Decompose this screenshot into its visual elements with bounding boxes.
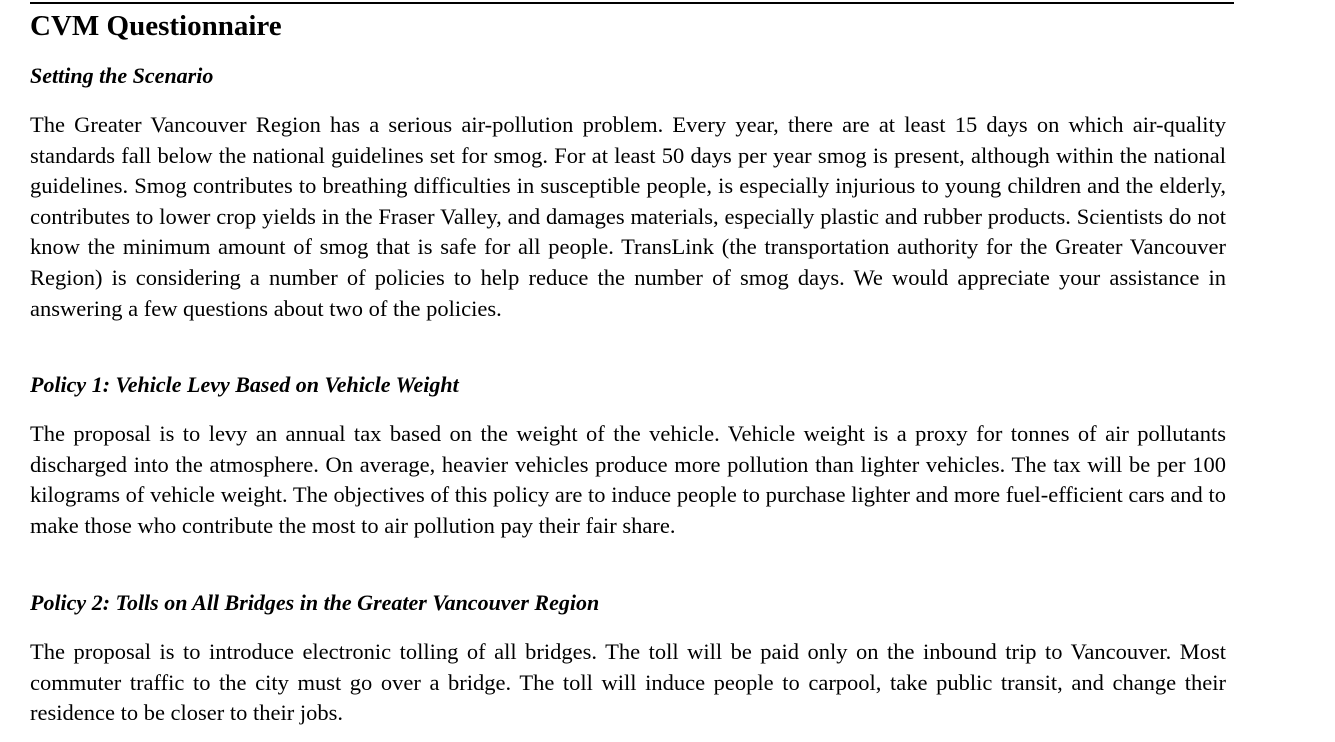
section-body-policy-1: The proposal is to levy an annual tax based on the weight of the vehicle. Vehicle weight is a proxy for tonnes of air pollutants discharged into the atmosphere. On average, heavier vehicles produce more pollution than lighter vehicles. The tax will be per 100 kilograms of vehicle weight. The objectives of this policy are to induce people to purchase lighter and more fuel-efficient cars and to make those who contribute the most to air pollution pay their fair share.: [30, 421, 1226, 538]
top-rule: [30, 2, 1234, 4]
document-title: CVM Questionnaire: [30, 10, 282, 42]
section-heading-scenario: Setting the Scenario: [30, 63, 214, 88]
section-body-policy-2: The proposal is to introduce electronic tolling of all bridges. The toll will be paid only on the inbound trip to Vancouver. Most commuter traffic to the city must go over a bridge. The toll will induce people to carpool, take public transit, and change their residence to be closer to their jobs.: [30, 639, 1226, 726]
section-body-scenario: The Greater Vancouver Region has a serious air-pollution problem. Every year, there are at least 15 days on which air-quality standards fall below the national guidelines set for smog. For at least 50 days per year smog is present, although within the national guidelines. Smog contributes to breathing difficulties in susceptible people, is especially injurious to young children and the elderly, contributes to lower crop yields in the Fraser Valley, and damages materials, especially plastic and rubber products. Scientists do not know the minimum amount of smog that is safe for all people. TransLink (the transportation authority for the Greater Vancouver Region) is considering a number of policies to help reduce the number of smog days. We would appreciate your assistance in answering a few questions about two of the policies.: [30, 112, 1226, 321]
section-heading-policy-1: Policy 1: Vehicle Levy Based on Vehicle Weight: [30, 372, 459, 397]
section-heading-policy-2: Policy 2: Tolls on All Bridges in the Greater Vancouver Region: [30, 590, 600, 615]
